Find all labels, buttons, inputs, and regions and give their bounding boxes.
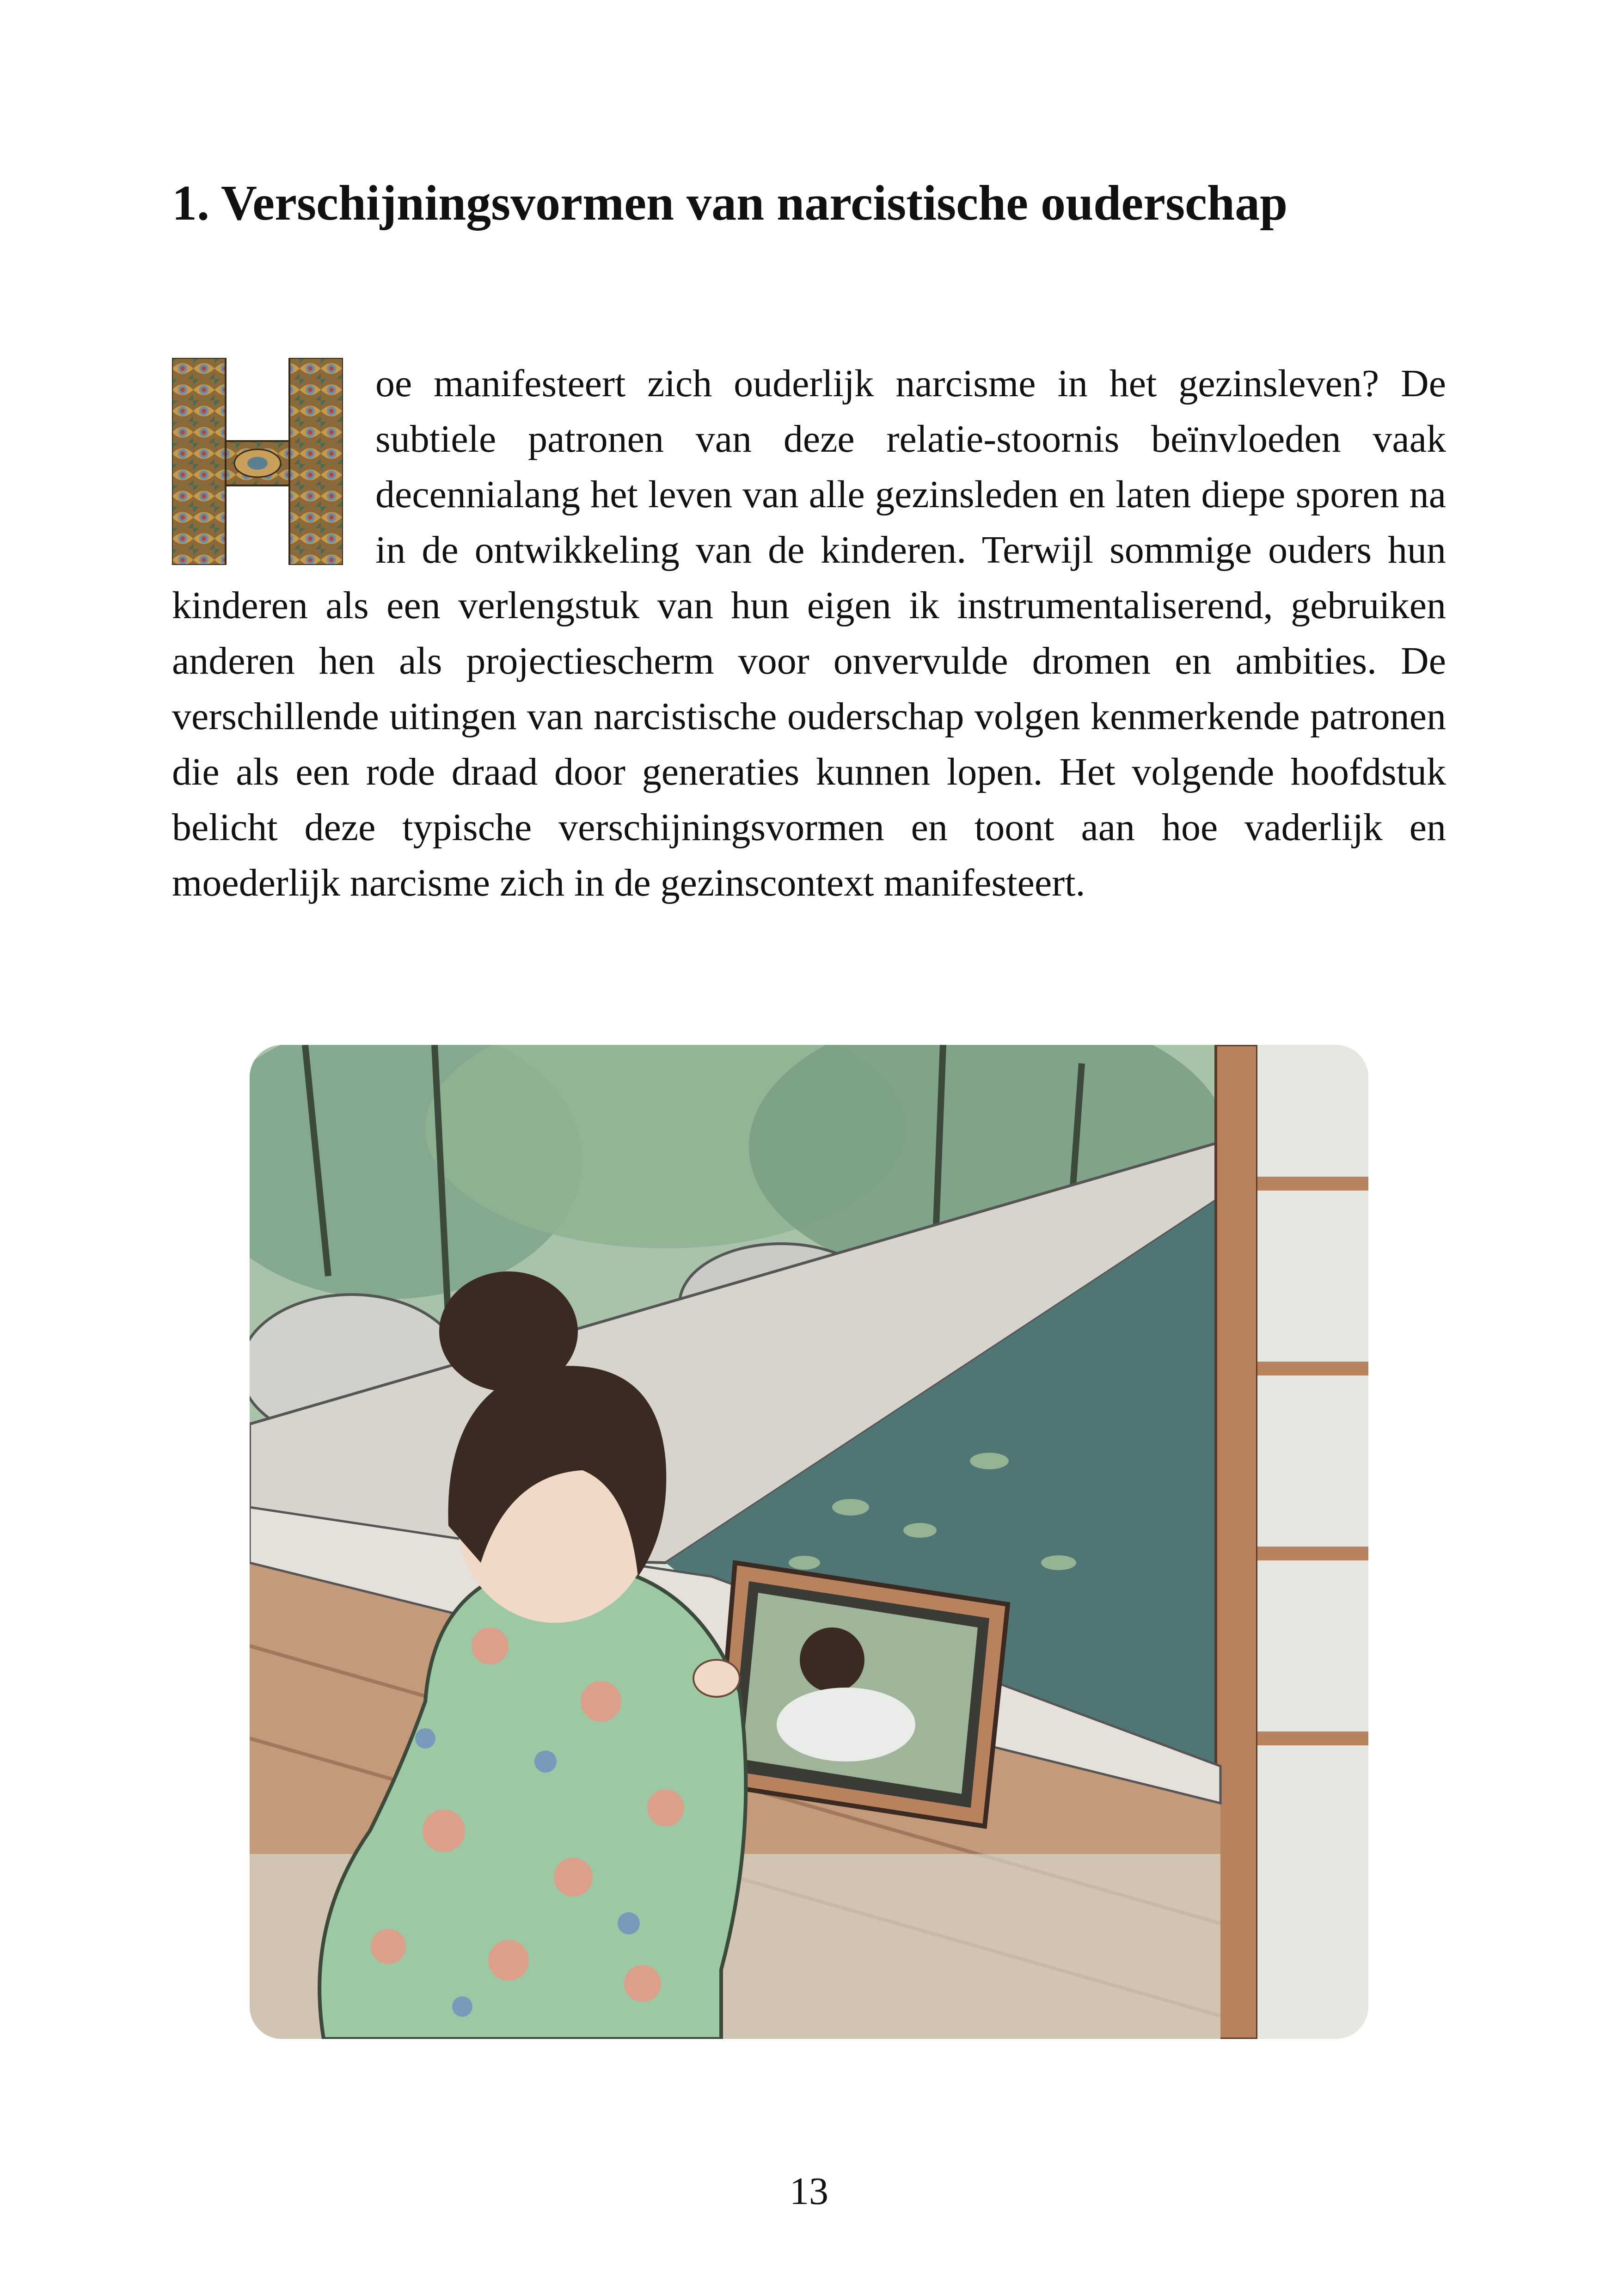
intro-paragraph: [172, 356, 1446, 911]
illustration-child-watching-tablet: [250, 1045, 1368, 2039]
ornamental-drop-cap-h: [172, 358, 343, 565]
intro-paragraph-text: oe manifesteert zich ouderlijk narcisme in het gezinsleven? De subtiele patronen van deze relatie-stoornis beïnvloeden vaak decennialang het leven van alle gezinsleden en laten diepe sporen na in de ontwikkeling van de kinderen. Terwijl sommige ouders hun kinderen als een verlengstuk van hun eigen ik instrumentaliserend, gebruiken anderen hen als projectiescherm voor onvervulde dromen en ambities. De verschillende uitingen van narcistische ouderschap volgen kenmerkende patronen die als een rode draad door generaties kunnen lopen. Het volgende hoofdstuk belicht deze typische verschijningsvormen en toont aan hoe vaderlijk en moederlijk narcisme zich in de gezinscontext manifesteert.: [172, 362, 1446, 904]
tablet: [717, 1563, 1008, 1826]
watercolor-illustration: [250, 1045, 1368, 2039]
drop-cap-h-image: [172, 358, 343, 565]
intro-section: [172, 356, 1446, 911]
page-number: 13: [790, 2170, 828, 2213]
chapter-title: 1. Verschijningsvormen van narcistische ouderschap: [172, 176, 1288, 231]
